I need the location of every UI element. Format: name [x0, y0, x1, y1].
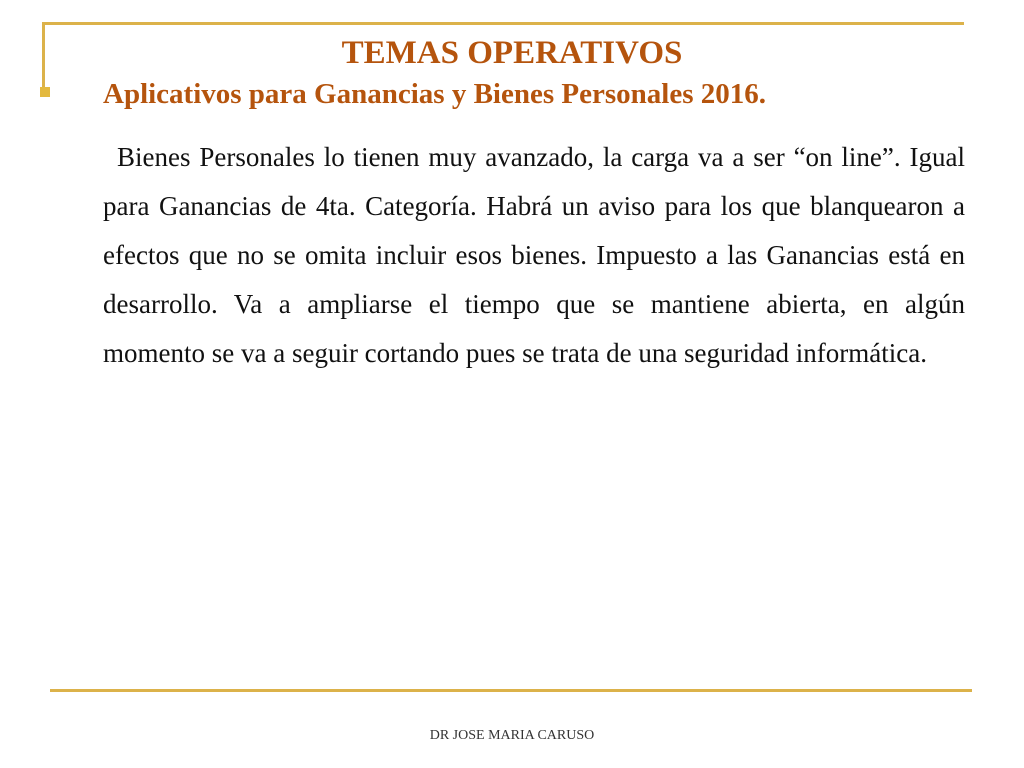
- footer-author: DR JOSE MARIA CARUSO: [429, 728, 595, 743]
- body-paragraph: Bienes Personales lo tienen muy avanzado, la carga va a ser “on line”. Igual para Ganancias de 4ta. Categoría. Habrá un aviso para los que blanquearon a efectos que no se omita incluir esos bienes. Impuesto a las Ganancias está en desarrollo. Va a ampliarse el tiempo que se mantiene abierta, en algún momento se va a seguir cortando pues se trata de una seguridad informática.: [103, 142, 965, 368]
- top-border-line: [42, 22, 964, 25]
- slide-title: TEMAS OPERATIVOS: [341, 35, 683, 71]
- square-bullet-icon: [40, 87, 50, 97]
- slide-subtitle: Aplicativos para Ganancias y Bienes Personales 2016.: [103, 78, 766, 110]
- bottom-border-line: [50, 689, 972, 692]
